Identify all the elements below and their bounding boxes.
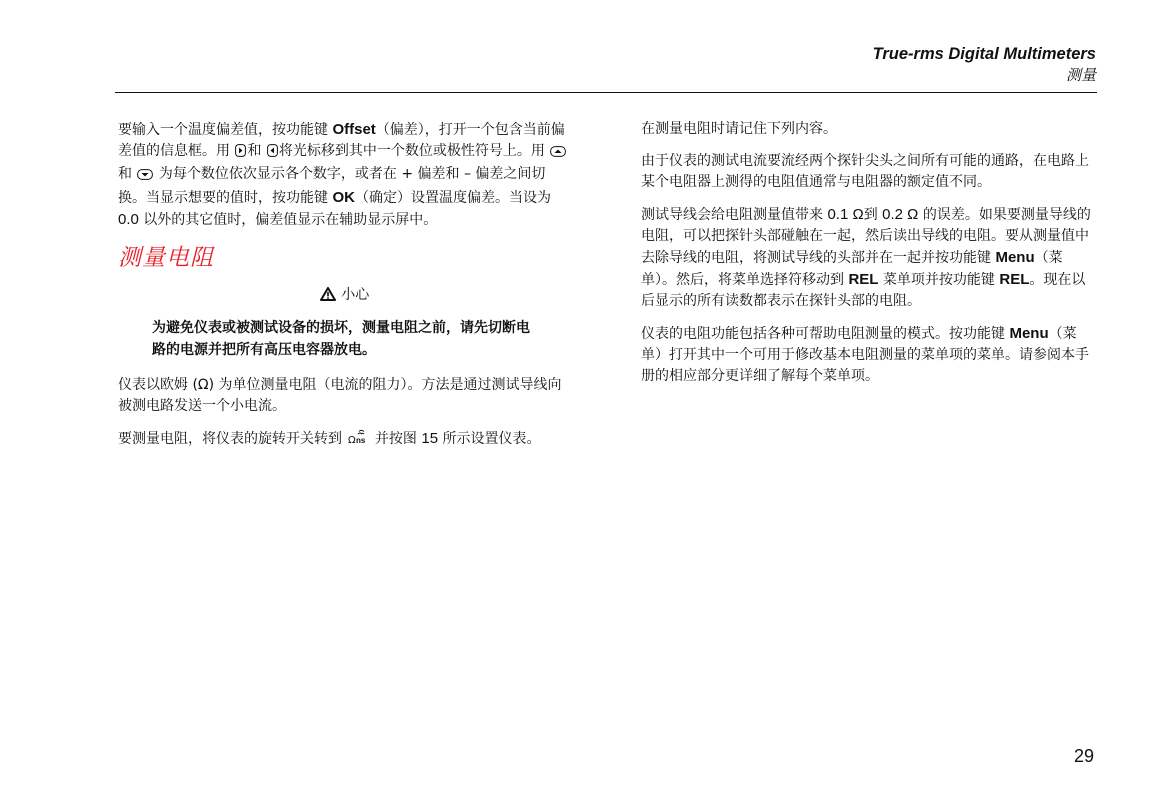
- text-run: 所示设置仪表。: [438, 431, 541, 447]
- left-arrow-key-icon: [267, 143, 278, 164]
- running-header: [873, 44, 1096, 86]
- dial-setup-paragraph: [118, 428, 570, 452]
- error-min-value: 0.1 Ω: [827, 206, 864, 223]
- svg-text:ns: ns: [356, 436, 366, 445]
- menu-key-label: Menu: [995, 249, 1035, 266]
- text-run: 菜单项并按功能键: [878, 272, 1000, 288]
- menu-key-label: Menu: [1009, 325, 1049, 342]
- text-run: 要测量电阻，将仪表的旋转开关转到: [118, 431, 347, 447]
- figure-number: 15: [421, 430, 439, 447]
- down-arrow-key-icon: [137, 166, 153, 187]
- text-run: 测试导线会给电阻测量值带来: [641, 207, 828, 223]
- lead-error-paragraph: [641, 204, 1093, 312]
- header-subtitle: 测量: [1065, 66, 1096, 84]
- resistance-modes-paragraph: [641, 323, 1093, 387]
- svg-text:Ω: Ω: [348, 435, 357, 445]
- caution-text: 为避免仪表或被测试设备的损坏，测量电阻之前，请先切断电路的电源并把所有高压电容器放电。: [152, 320, 530, 358]
- text-run: 和: [247, 143, 266, 159]
- warning-triangle-icon: [320, 287, 336, 307]
- page-number: 29: [1073, 746, 1094, 766]
- rel-menu-item-label: REL: [848, 271, 879, 288]
- error-max-value: 0.2 Ω: [882, 206, 919, 223]
- caution-label: 小心: [341, 287, 370, 303]
- offset-zero-value: 0.0: [118, 211, 139, 228]
- ok-key-label: OK: [332, 189, 355, 206]
- text-run: 为每个数位依次显示各个数字，或者在 + 偏差和 – 偏差之间切换。当显示想要的值时，按功能键: [118, 166, 546, 206]
- right-column: [641, 119, 1093, 398]
- text-run: 和: [118, 166, 137, 182]
- text-run: 的误差。如果要测量导线的电阻，可以把探针头部碰触在一起，然后读出导线的电阻。要从测量值中去除导线的电阻，将测试导线的头部并在一起并按功能键: [641, 207, 1091, 266]
- text-run: 到: [863, 207, 883, 223]
- up-arrow-key-icon: [550, 143, 566, 164]
- text-run: 以外的其它值时，偏差值显示在辅助显示屏中。: [138, 212, 438, 228]
- header-title: True-rms Digital Multimeters: [872, 45, 1096, 63]
- remember-paragraph: 在测量电阻时请记住下列内容。: [641, 121, 837, 137]
- caution-title: [118, 285, 570, 307]
- section-heading: 测量电阻: [118, 245, 214, 271]
- text-run: 仪表的电阻功能包括各种可帮助电阻测量的模式。按功能键: [641, 326, 1010, 342]
- text-run: （菜单）。然后，将菜单选择符移动到: [641, 250, 1063, 288]
- text-run: （偏差），打开一个包含当前偏差值的信息框。用: [118, 122, 565, 159]
- right-arrow-key-icon: [235, 143, 246, 164]
- rel-key-label: REL: [999, 271, 1030, 288]
- text-run: 。现在以后显示的所有读数都表示在探针头部的电阻。: [641, 272, 1086, 309]
- text-run: （确定）设置温度偏差。当设为: [354, 190, 551, 206]
- left-column: [118, 119, 570, 463]
- text-run: 将光标移到其中一个数位或极性符号上。用: [278, 143, 550, 159]
- offset-key-label: Offset: [332, 121, 376, 138]
- text-run: （菜单）打开其中一个可用于修改基本电阻测量的菜单项的菜单。请参阅本手册的相应部分更详细了解每个菜单项。: [641, 326, 1089, 384]
- ohm-continuity-dial-icon: [348, 428, 368, 452]
- text-run: 要输入一个温度偏差值，按功能键: [118, 122, 333, 138]
- offset-paragraph: [118, 119, 570, 231]
- current-path-paragraph: 由于仪表的测试电流要流经两个探针尖头之间所有可能的通路，在电路上某个电阻器上测得的电阻值通常与电阻器的额定值不同。: [641, 153, 1089, 190]
- text-run: 并按图: [370, 431, 422, 447]
- header-divider: [115, 92, 1097, 93]
- ohm-intro-paragraph: 仪表以欧姆 (Ω) 为单位测量电阻（电流的阻力）。方法是通过测试导线向被测电路发送一个小电流。: [118, 377, 562, 414]
